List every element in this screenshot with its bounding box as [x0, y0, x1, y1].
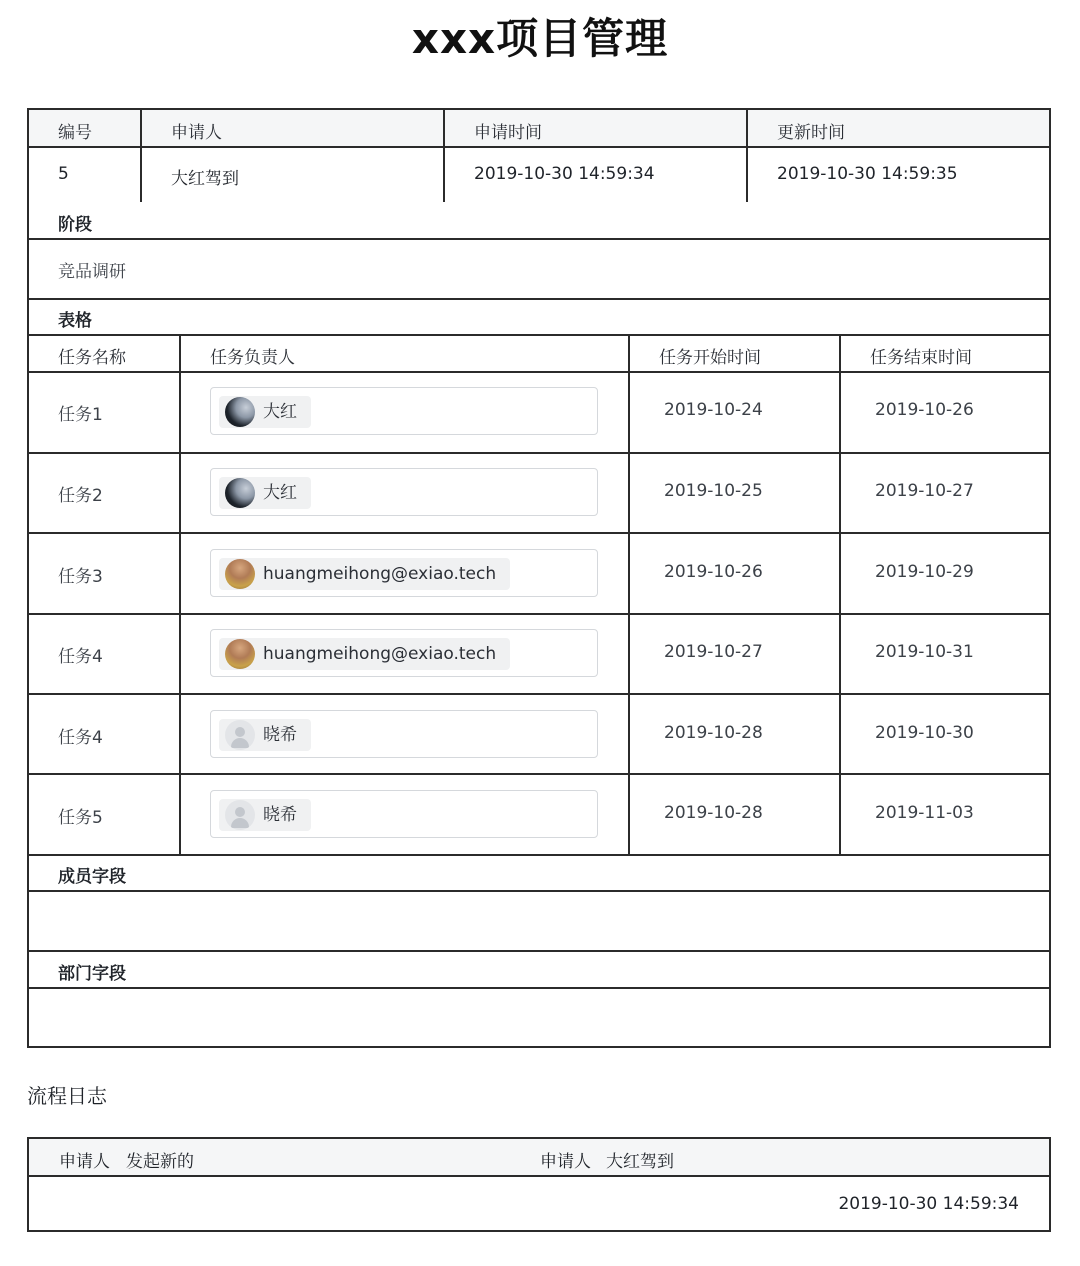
header-id: 编号: [58, 123, 92, 143]
header-apply-time: 申请时间: [474, 123, 542, 143]
owner-name: 晓希: [263, 725, 297, 745]
task-end: 2019-10-31: [875, 642, 974, 662]
log-time: 2019-10-30 14:59:34: [838, 1194, 1019, 1214]
page-title: xxx项目管理: [411, 14, 669, 63]
task-start: 2019-10-27: [664, 642, 763, 662]
task-end: 2019-11-03: [875, 803, 974, 823]
person-avatar: [225, 639, 255, 669]
owner-field[interactable]: [210, 468, 598, 516]
stage-label: 阶段: [58, 215, 92, 235]
task-name: 任务5: [58, 808, 103, 828]
log-role-left: 申请人: [59, 1152, 110, 1172]
owner-chip[interactable]: [219, 799, 311, 831]
task-end: 2019-10-30: [875, 723, 974, 743]
log-title: 流程日志: [27, 1084, 107, 1108]
log-entry: [27, 1137, 1051, 1232]
task-end: 2019-10-27: [875, 481, 974, 501]
owner-name: huangmeihong@exiao.tech: [263, 644, 497, 664]
task-name: 任务3: [58, 567, 103, 587]
owner-chip[interactable]: [219, 396, 311, 428]
owner-chip[interactable]: [219, 638, 510, 670]
owner-name: 大红: [263, 402, 297, 422]
member-field-label: 成员字段: [58, 867, 126, 887]
record-update-time: 2019-10-30 14:59:35: [777, 164, 958, 184]
col-task-owner: 任务负责人: [210, 348, 295, 368]
owner-name: 大红: [263, 483, 297, 503]
task-start: 2019-10-25: [664, 481, 763, 501]
moon-avatar: [225, 478, 255, 508]
record-applicant: 大红驾到: [171, 169, 239, 189]
log-action: 发起新的: [126, 1152, 194, 1172]
log-actor: 大红驾到: [606, 1152, 674, 1172]
person-avatar: [225, 559, 255, 589]
record-id: 5: [58, 164, 69, 184]
owner-field[interactable]: [210, 790, 598, 838]
table-label: 表格: [58, 311, 92, 331]
owner-field[interactable]: [210, 629, 598, 677]
task-name: 任务4: [58, 728, 103, 748]
task-start: 2019-10-28: [664, 803, 763, 823]
owner-field[interactable]: [210, 549, 598, 597]
col-task-start: 任务开始时间: [659, 348, 761, 368]
col-task-name: 任务名称: [58, 348, 126, 368]
stage-value: 竞品调研: [58, 262, 126, 282]
moon-avatar: [225, 397, 255, 427]
log-role-right: 申请人: [540, 1152, 591, 1172]
owner-chip[interactable]: [219, 719, 311, 751]
owner-chip[interactable]: [219, 558, 510, 590]
record-apply-time: 2019-10-30 14:59:34: [474, 164, 655, 184]
owner-chip[interactable]: [219, 477, 311, 509]
form-container: [27, 108, 1051, 1048]
task-end: 2019-10-29: [875, 562, 974, 582]
task-name: 任务4: [58, 647, 103, 667]
default-user-avatar: [225, 720, 255, 750]
task-name: 任务2: [58, 486, 103, 506]
task-start: 2019-10-28: [664, 723, 763, 743]
default-user-avatar: [225, 800, 255, 830]
owner-field[interactable]: [210, 710, 598, 758]
owner-field[interactable]: [210, 387, 598, 435]
header-applicant: 申请人: [171, 123, 222, 143]
col-task-end: 任务结束时间: [870, 348, 972, 368]
task-end: 2019-10-26: [875, 400, 974, 420]
task-start: 2019-10-24: [664, 400, 763, 420]
dept-field-label: 部门字段: [58, 964, 126, 984]
header-update-time: 更新时间: [777, 123, 845, 143]
owner-name: 晓希: [263, 805, 297, 825]
owner-name: huangmeihong@exiao.tech: [263, 564, 497, 584]
task-name: 任务1: [58, 405, 103, 425]
task-start: 2019-10-26: [664, 562, 763, 582]
